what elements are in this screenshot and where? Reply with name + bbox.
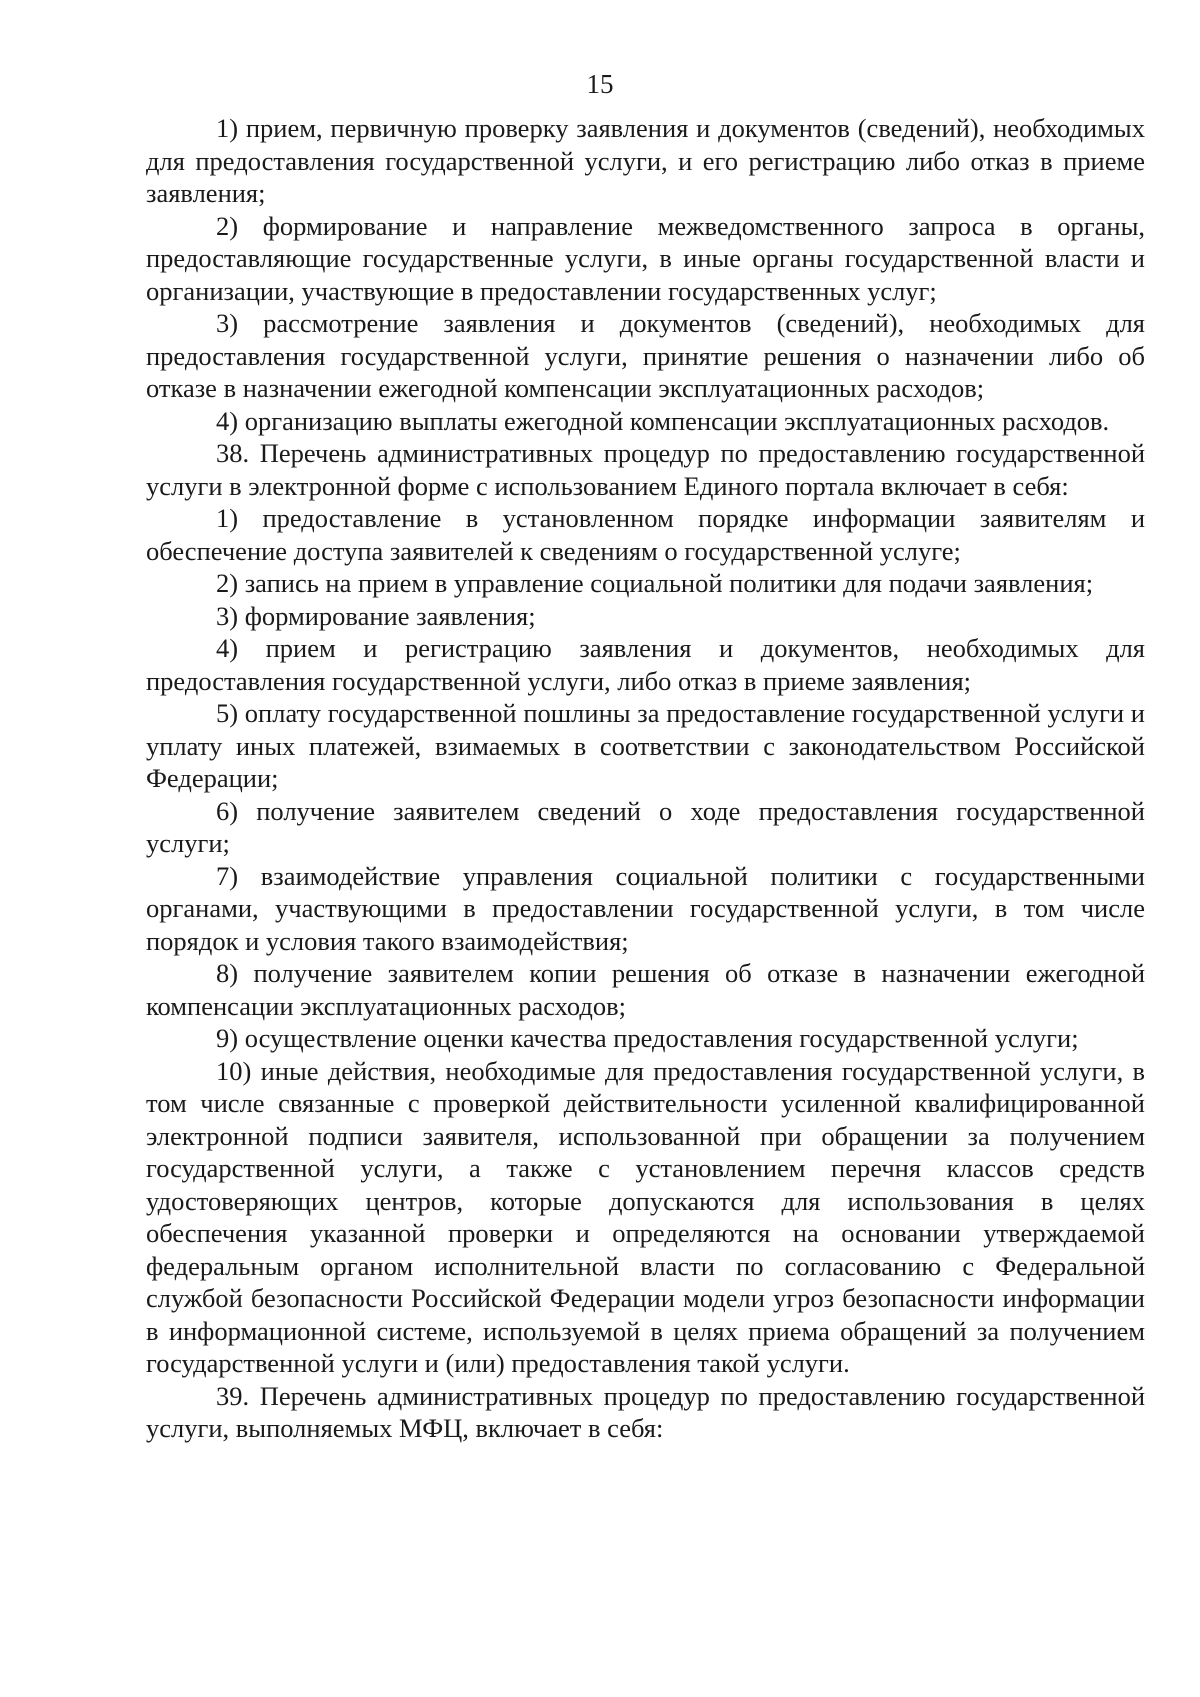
paragraph-38-item-9: 9) осуществление оценки качества предоставления государственной услуги; [216, 1023, 1079, 1053]
paragraph-38-item-7: 7) взаимодействие управления социальной политики с государственными органами, участвующими в предоставлении государственной услуги, в том числе порядок и условия такого взаимодействия; [146, 860, 1145, 956]
paragraph-item-4: 4) организацию выплаты ежегодной компенсации эксплуатационных расходов. [216, 405, 1110, 436]
paragraph-item-2: 2) формирование и направление межведомственного запроса в органы, предоставляющие государственные услуги, в иные органы государственной власти и организации, участвующие в предоставлении государственных услуг; [146, 210, 1145, 306]
paragraph-38-item-6: 6) получение заявителем сведений о ходе предоставления государственной услуги; [146, 795, 1145, 858]
page-number: 15 [586, 69, 614, 99]
paragraph-38-item-2: 2) запись на прием в управление социальной политики для подачи заявления; [216, 568, 1094, 598]
paragraph-item-1: 1) прием, первичную проверку заявления и документов (сведений), необходимых для предоставления государственной услуги, и его регистрацию либо отказ в приеме заявления; [146, 113, 1145, 208]
document-body [146, 112, 1145, 1445]
paragraph-38-item-5: 5) оплату государственной пошлины за предоставление государственной услуги и уплату иных платежей, взимаемых в соответствии с законодательством Российской Федерации; [146, 698, 1145, 793]
paragraph-38-item-4: 4) прием и регистрацию заявления и документов, необходимых для предоставления государственной услуги, либо отказ в приеме заявления; [146, 633, 1145, 696]
paragraph-section-38: 38. Перечень административных процедур по предоставлению государственной услуги в электронной форме с использованием Единого портала включает в себя: [146, 438, 1145, 501]
paragraph-38-item-3: 3) формирование заявления; [216, 600, 536, 631]
paragraph-38-item-8: 8) получение заявителем копии решения об отказе в назначении ежегодной компенсации эксплуатационных расходов; [146, 958, 1145, 1021]
paragraph-38-item-10: 10) иные действия, необходимые для предоставления государственной услуги, в том числе связанные с проверкой действительности усиленной квалифицированной электронной подписи заявителя, использованной при обращении за получением государственной услуги, а также с установлением перечня классов средств удостоверяющих центров, которые допускаются для использования в целях обеспечения указанной проверки и определяются на основании утверждаемой федеральным органом исполнительной власти по согласованию с Федеральной службой безопасности Российской Федерации модели угроз безопасности информации в информационной системе, используемой в целях приема обращений за получением государственной услуги и (или) предоставления такой услуги. [146, 1055, 1145, 1378]
paragraph-section-39: 39. Перечень административных процедур по предоставлению государственной услуги, выполняемых МФЦ, включает в себя: [146, 1380, 1145, 1443]
paragraph-item-3: 3) рассмотрение заявления и документов (сведений), необходимых для предоставления государственной услуги, принятие решения о назначении либо об отказе в назначении ежегодной компенсации эксплуатационных расходов; [146, 308, 1145, 403]
paragraph-38-item-1: 1) предоставление в установленном порядке информации заявителям и обеспечение доступа заявителей к сведениям о государственной услуге; [146, 503, 1145, 566]
